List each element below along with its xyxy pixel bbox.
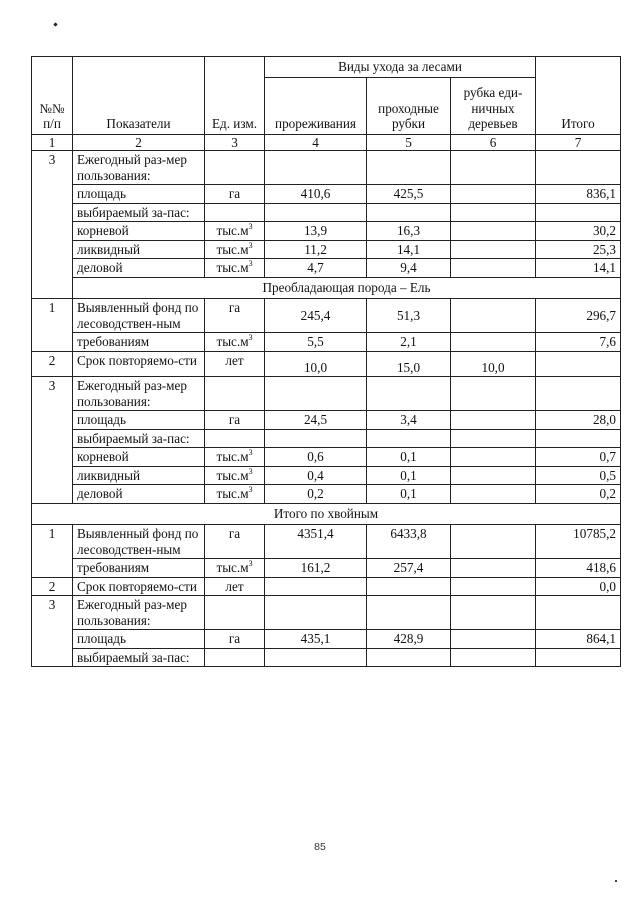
row-label: Срок повторяемо-сти	[73, 577, 205, 596]
unit-cell: $тыс.м^3$	[205, 222, 265, 241]
row-label: ликвидный	[73, 466, 205, 485]
row-label: деловой	[73, 485, 205, 504]
value-cell	[451, 559, 536, 578]
value-cell: 25,3	[536, 240, 621, 259]
table-row	[32, 185, 621, 204]
value-cell	[451, 411, 536, 430]
row-label: ликвидный	[73, 240, 205, 259]
table-row	[32, 377, 621, 411]
table-row	[32, 466, 621, 485]
table-row	[32, 333, 621, 352]
col-header-single-tree-cutting: рубка еди-ничных деревьев	[451, 77, 536, 134]
row-label: площадь	[73, 411, 205, 430]
value-cell: 24,5	[265, 411, 367, 430]
value-cell: 428,9	[367, 630, 451, 649]
column-number-row	[32, 134, 621, 151]
value-cell	[536, 351, 621, 377]
value-cell: 0,0	[536, 577, 621, 596]
page-number: 85	[314, 841, 326, 853]
row-label: Выявленный фонд по лесоводствен-ным	[73, 525, 205, 559]
value-cell	[451, 333, 536, 352]
row-label: Ежегодный раз-мер пользования:	[73, 151, 205, 185]
value-cell: 7,6	[536, 333, 621, 352]
value-cell: 14,1	[367, 240, 451, 259]
col-number: 7	[536, 134, 621, 151]
value-cell	[451, 222, 536, 241]
unit-cell: $тыс.м^3$	[205, 240, 265, 259]
row-number: 1	[32, 525, 73, 578]
value-cell: 16,3	[367, 222, 451, 241]
row-label: деловой	[73, 259, 205, 278]
value-cell: 10785,2	[536, 525, 621, 559]
row-label: Ежегодный раз-мер пользования:	[73, 596, 205, 630]
value-cell: 6433,8	[367, 525, 451, 559]
row-label: выбираемый за-пас:	[73, 203, 205, 222]
table-row	[32, 485, 621, 504]
col-number: 4	[265, 134, 367, 151]
table-row	[32, 648, 621, 667]
value-cell: 0,6	[265, 448, 367, 467]
value-cell: 10,0	[451, 351, 536, 377]
col-header-care-types: Виды ухода за лесами	[265, 57, 536, 78]
value-cell: 4351,4	[265, 525, 367, 559]
value-cell: 2,1	[367, 333, 451, 352]
row-number: 3	[32, 151, 73, 299]
unit-cell: $тыс.м^3$	[205, 259, 265, 278]
value-cell	[451, 299, 536, 333]
table-row	[32, 448, 621, 467]
table-row	[32, 351, 621, 377]
value-cell	[451, 485, 536, 504]
value-cell: 245,4	[265, 299, 367, 333]
forest-care-table	[31, 56, 621, 667]
section-row	[32, 503, 621, 525]
col-header-total: Итого	[536, 57, 621, 135]
unit-cell: $тыс.м^3$	[205, 466, 265, 485]
value-cell	[451, 240, 536, 259]
value-cell	[451, 630, 536, 649]
value-cell: 4,7	[265, 259, 367, 278]
col-number: 3	[205, 134, 265, 151]
value-cell: 10,0	[265, 351, 367, 377]
value-cell: 0,4	[265, 466, 367, 485]
table-row	[32, 222, 621, 241]
value-cell: 0,1	[367, 485, 451, 504]
unit-cell: га	[205, 411, 265, 430]
row-number: 3	[32, 377, 73, 504]
value-cell: 836,1	[536, 185, 621, 204]
unit-cell: га	[205, 630, 265, 649]
unit-cell: га	[205, 299, 265, 333]
value-cell: 3,4	[367, 411, 451, 430]
value-cell: 0,7	[536, 448, 621, 467]
table-row	[32, 525, 621, 559]
value-cell: 28,0	[536, 411, 621, 430]
row-number: 2	[32, 351, 73, 377]
value-cell: 161,2	[265, 559, 367, 578]
table-row	[32, 411, 621, 430]
value-cell: 30,2	[536, 222, 621, 241]
unit-cell: лет	[205, 351, 265, 377]
table-row	[32, 240, 621, 259]
value-cell: 51,3	[367, 299, 451, 333]
unit-cell: $тыс.м^3$	[205, 559, 265, 578]
row-label: Срок повторяемо-сти	[73, 351, 205, 377]
scan-speck	[53, 22, 57, 26]
value-cell: 864,1	[536, 630, 621, 649]
value-cell: 0,1	[367, 466, 451, 485]
table-row	[32, 259, 621, 278]
col-header-num: №№ п/п	[32, 57, 73, 135]
table-row	[32, 429, 621, 448]
col-number: 2	[73, 134, 205, 151]
value-cell	[451, 448, 536, 467]
table-row	[32, 151, 621, 185]
scan-speck	[615, 880, 617, 882]
value-cell: 5,5	[265, 333, 367, 352]
value-cell: 0,5	[536, 466, 621, 485]
row-label: требованиям	[73, 559, 205, 578]
row-number: 1	[32, 299, 73, 352]
row-label: площадь	[73, 630, 205, 649]
row-number: 3	[32, 596, 73, 667]
section-title: Итого по хвойным	[32, 503, 621, 525]
row-label: выбираемый за-пас:	[73, 429, 205, 448]
col-header-indicators: Показатели	[73, 57, 205, 135]
col-header-unit: Ед. изм.	[205, 57, 265, 135]
value-cell: 11,2	[265, 240, 367, 259]
value-cell: 418,6	[536, 559, 621, 578]
row-label: Выявленный фонд по лесоводствен-ным	[73, 299, 205, 333]
table-row	[32, 203, 621, 222]
value-cell: 13,9	[265, 222, 367, 241]
col-number: 1	[32, 134, 73, 151]
value-cell: 410,6	[265, 185, 367, 204]
value-cell: 14,1	[536, 259, 621, 278]
value-cell: 425,5	[367, 185, 451, 204]
row-label: выбираемый за-пас:	[73, 648, 205, 667]
col-header-thinning: прореживания	[265, 77, 367, 134]
col-number: 5	[367, 134, 451, 151]
value-cell: 0,2	[265, 485, 367, 504]
row-label: площадь	[73, 185, 205, 204]
unit-cell: $тыс.м^3$	[205, 333, 265, 352]
value-cell	[451, 466, 536, 485]
value-cell: 0,2	[536, 485, 621, 504]
header-row-1	[32, 57, 621, 78]
table-row	[32, 596, 621, 630]
row-number: 2	[32, 577, 73, 596]
value-cell	[367, 577, 451, 596]
table-row	[32, 299, 621, 333]
unit-cell: га	[205, 185, 265, 204]
col-header-passage-cutting: проходные рубки	[367, 77, 451, 134]
row-label: корневой	[73, 222, 205, 241]
value-cell	[265, 577, 367, 596]
table-row	[32, 559, 621, 578]
table-row	[32, 577, 621, 596]
section-title: Преобладающая порода – Ель	[73, 277, 621, 299]
value-cell	[451, 259, 536, 278]
value-cell: 257,4	[367, 559, 451, 578]
table-row	[32, 630, 621, 649]
value-cell: 0,1	[367, 448, 451, 467]
row-label: требованиям	[73, 333, 205, 352]
value-cell	[451, 185, 536, 204]
value-cell: 9,4	[367, 259, 451, 278]
col-number: 6	[451, 134, 536, 151]
section-row	[32, 277, 621, 299]
unit-cell: $тыс.м^3$	[205, 485, 265, 504]
value-cell: 435,1	[265, 630, 367, 649]
value-cell	[451, 525, 536, 559]
value-cell: 15,0	[367, 351, 451, 377]
value-cell: 296,7	[536, 299, 621, 333]
unit-cell: лет	[205, 577, 265, 596]
row-label: Ежегодный раз-мер пользования:	[73, 377, 205, 411]
row-label: корневой	[73, 448, 205, 467]
value-cell	[451, 577, 536, 596]
unit-cell: га	[205, 525, 265, 559]
unit-cell: $тыс.м^3$	[205, 448, 265, 467]
